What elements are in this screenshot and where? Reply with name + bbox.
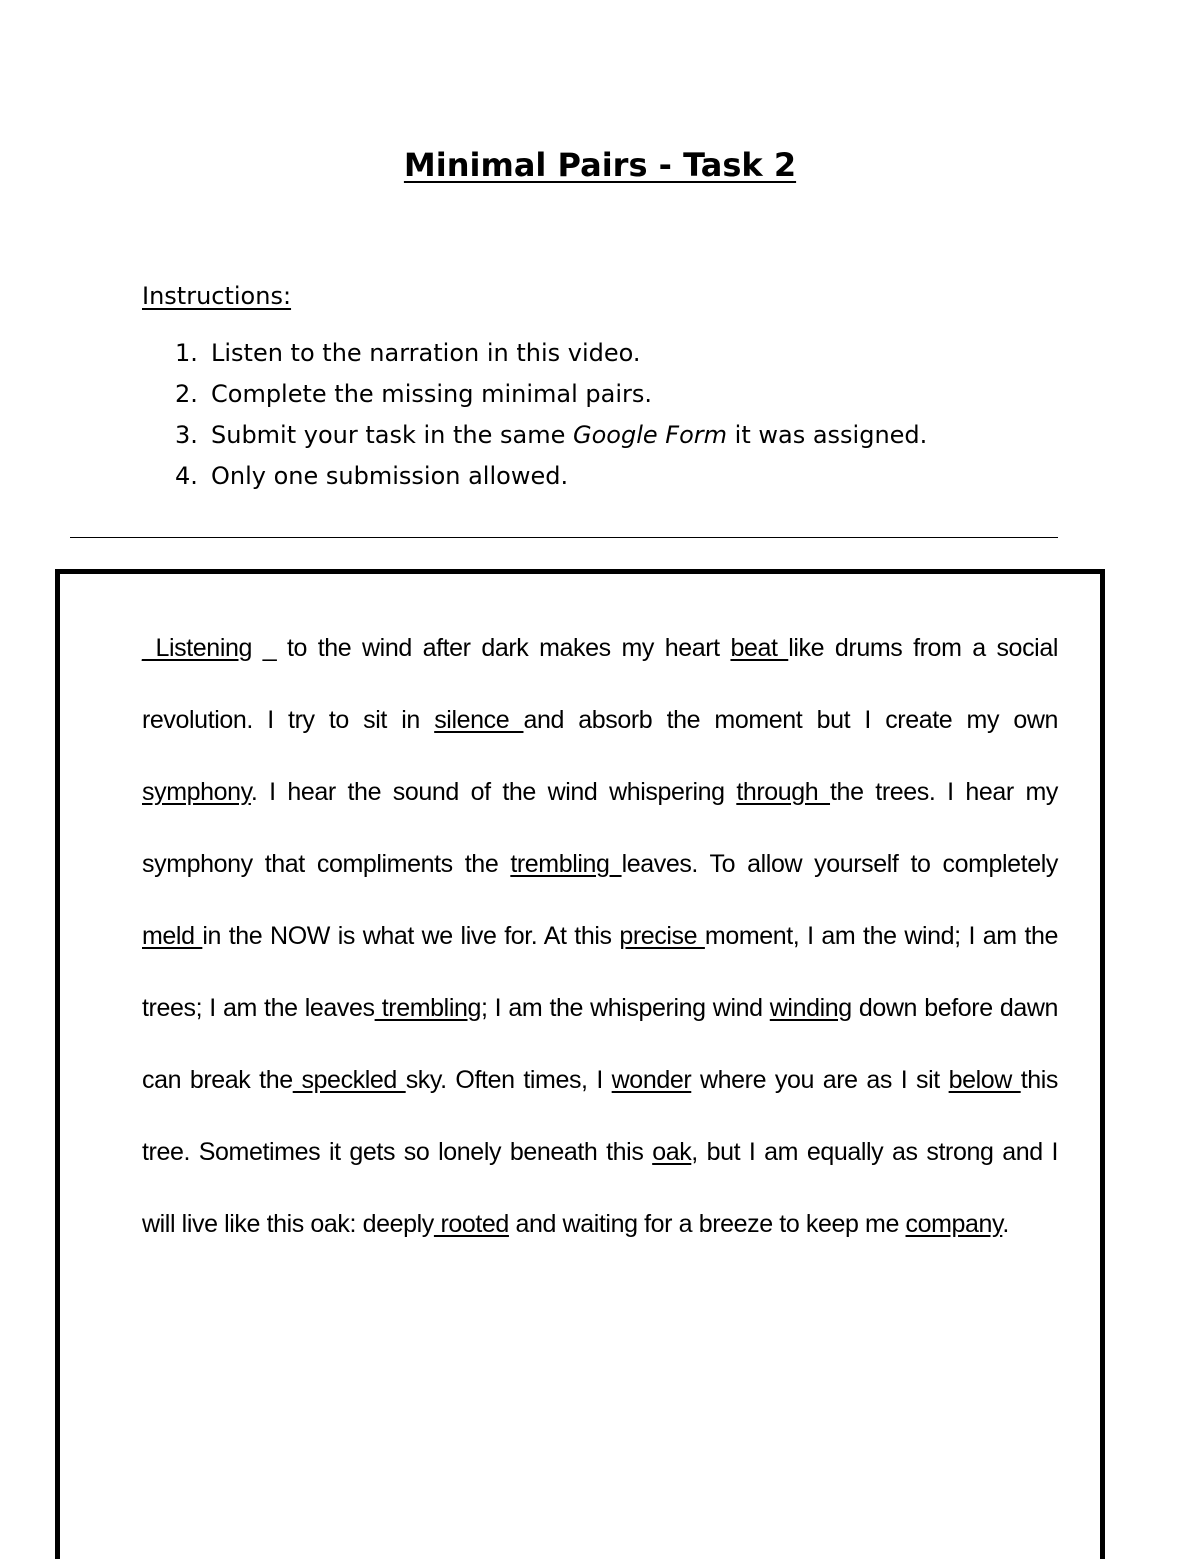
page-title bbox=[0, 143, 1200, 187]
answer-word: through bbox=[736, 778, 831, 806]
story-text-run: down before dawn can break the bbox=[142, 994, 1059, 1094]
instruction-text: Submit your task in the same bbox=[211, 421, 574, 449]
story-text-run: the trees. I hear my symphony that compliments the bbox=[142, 778, 1058, 878]
answer-word: rooted bbox=[433, 1210, 509, 1238]
story-text-run: ; I am the whispering wind bbox=[480, 994, 770, 1022]
story-text-run: . bbox=[1002, 1210, 1009, 1238]
answer-word: meld bbox=[142, 922, 203, 950]
instruction-number: 4. bbox=[175, 462, 198, 490]
answer-word: precise bbox=[619, 922, 705, 950]
page-title-text: Minimal Pairs - Task 2 bbox=[403, 146, 797, 184]
story-text-run: , but I am equally as strong and I will live like this oak: deeply bbox=[142, 1138, 1059, 1238]
answer-word: speckled bbox=[292, 1066, 406, 1094]
answer-word: symphony bbox=[142, 778, 251, 806]
instruction-number: 2. bbox=[175, 380, 198, 408]
google-form-emphasis: Google Form bbox=[573, 421, 728, 449]
section-divider bbox=[70, 537, 1058, 538]
story-text-run: where you are as I sit bbox=[691, 1066, 949, 1094]
instruction-item bbox=[175, 418, 927, 459]
answer-word: oak bbox=[652, 1138, 692, 1166]
instruction-list bbox=[175, 336, 927, 500]
answer-word: trembling bbox=[374, 994, 481, 1022]
story-text-run: in the NOW is what we live for. At this bbox=[202, 922, 620, 950]
answer-word: beat bbox=[730, 634, 789, 662]
story-text-run: and absorb the moment but I create my own bbox=[523, 706, 1059, 734]
instruction-number: 1. bbox=[175, 339, 198, 367]
instructions-heading: Instructions: bbox=[142, 282, 292, 310]
instruction-number: 3. bbox=[175, 421, 198, 449]
story-text-run: . I hear the sound of the wind whispering bbox=[250, 778, 737, 806]
answer-word: company bbox=[905, 1210, 1003, 1238]
story-text-run: leaves. To allow yourself to completely bbox=[621, 850, 1058, 878]
instruction-text: Listen to the narration in this video. bbox=[211, 339, 641, 367]
answer-word: wonder bbox=[611, 1066, 692, 1094]
story-text-run: and waiting for a breeze to keep me bbox=[508, 1210, 906, 1238]
story-text-run: like drums from a social revolution. I try to sit in bbox=[142, 634, 1058, 734]
answer-word: silence bbox=[434, 706, 524, 734]
instruction-text-end: it was assigned. bbox=[727, 421, 928, 449]
answer-word: below bbox=[948, 1066, 1021, 1094]
story-text-run: moment, I am the wind; I am the trees; I am the leaves bbox=[142, 922, 1058, 1022]
instruction-text: Complete the missing minimal pairs. bbox=[211, 380, 653, 408]
story-text-run: this tree. Sometimes it gets so lonely beneath this bbox=[142, 1066, 1059, 1166]
story-text-run: _ to the wind after dark makes my heart bbox=[251, 634, 731, 662]
story-text-run: sky. Often times, I bbox=[405, 1066, 612, 1094]
answer-word: winding bbox=[769, 994, 852, 1022]
answer-word: _Listening bbox=[142, 634, 252, 662]
story-paragraph bbox=[142, 612, 1058, 1260]
instruction-item bbox=[175, 336, 927, 377]
answer-word: trembling bbox=[510, 850, 622, 878]
instruction-item bbox=[175, 377, 927, 418]
instruction-item bbox=[175, 459, 927, 500]
instruction-text: Only one submission allowed. bbox=[211, 462, 569, 490]
